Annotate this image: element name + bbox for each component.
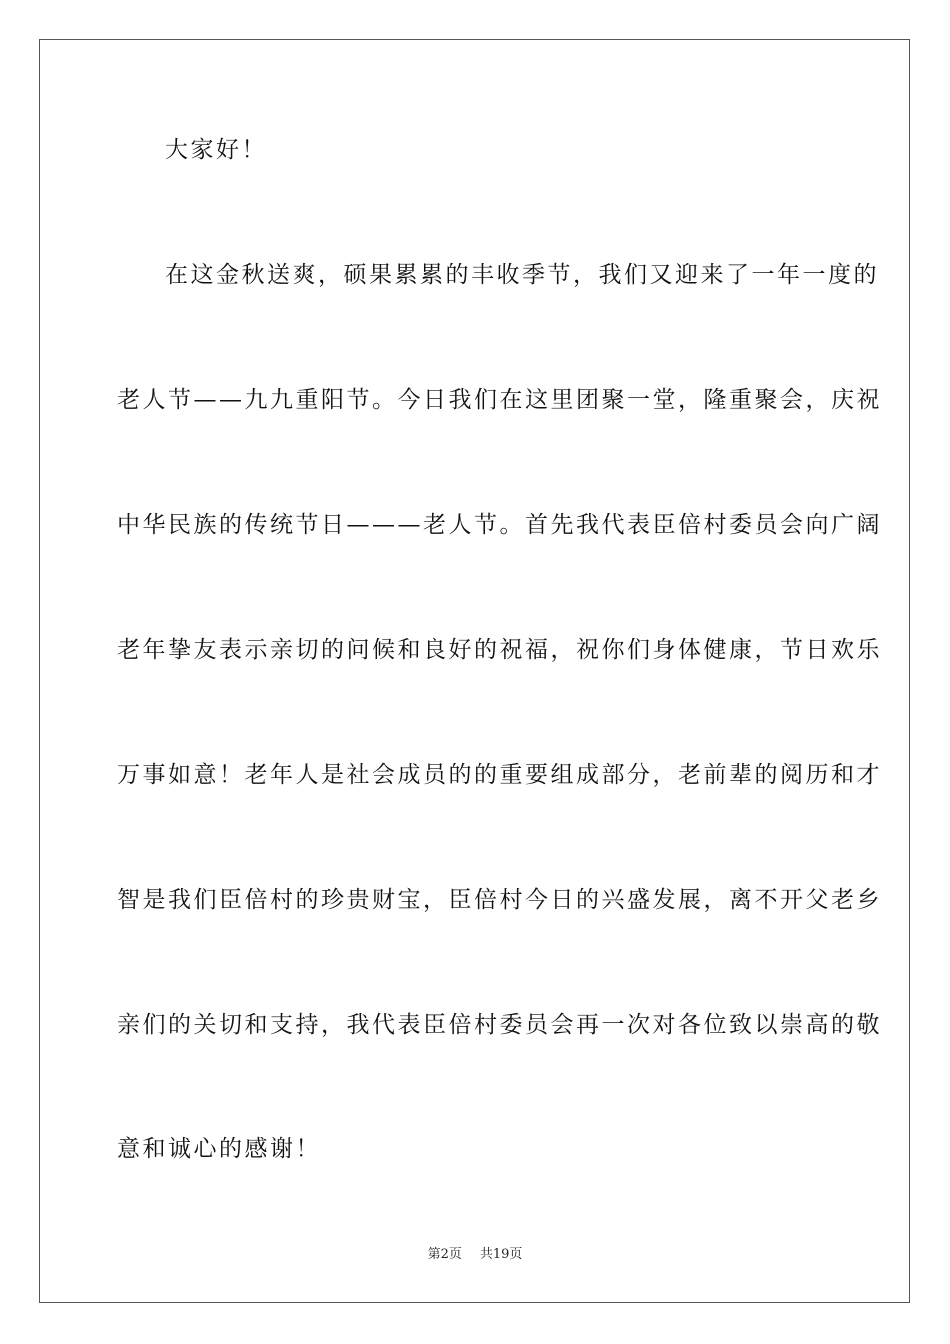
paragraph-line: 万事如意！老年人是社会成员的的重要组成部分，老前辈的阅历和才 [117,762,882,788]
paragraph-line: 意和诚心的感谢！ [117,1136,321,1162]
page-number-total: 共19页 [479,1247,523,1262]
page-number-current: 第2页 [427,1247,462,1262]
page-border [39,39,910,1303]
paragraph-line: 老年挚友表示亲切的问候和良好的祝福，祝你们身体健康，节日欢乐 [117,637,882,663]
paragraph-line: 亲们的关切和支持，我代表臣倍村委员会再一次对各位致以崇高的敬 [117,1012,882,1038]
page-footer [0,1246,950,1264]
paragraph-line: 老人节——九九重阳节。今日我们在这里团聚一堂，隆重聚会，庆祝 [117,387,882,413]
paragraph-line: 智是我们臣倍村的珍贵财宝，臣倍村今日的兴盛发展，离不开父老乡 [117,887,882,913]
paragraph-line: 中华民族的传统节日———老人节。首先我代表臣倍村委员会向广阔 [117,512,882,538]
greeting-line: 大家好！ [165,137,267,163]
paragraph-line: 在这金秋送爽，硕果累累的丰收季节，我们又迎来了一年一度的 [165,262,879,288]
